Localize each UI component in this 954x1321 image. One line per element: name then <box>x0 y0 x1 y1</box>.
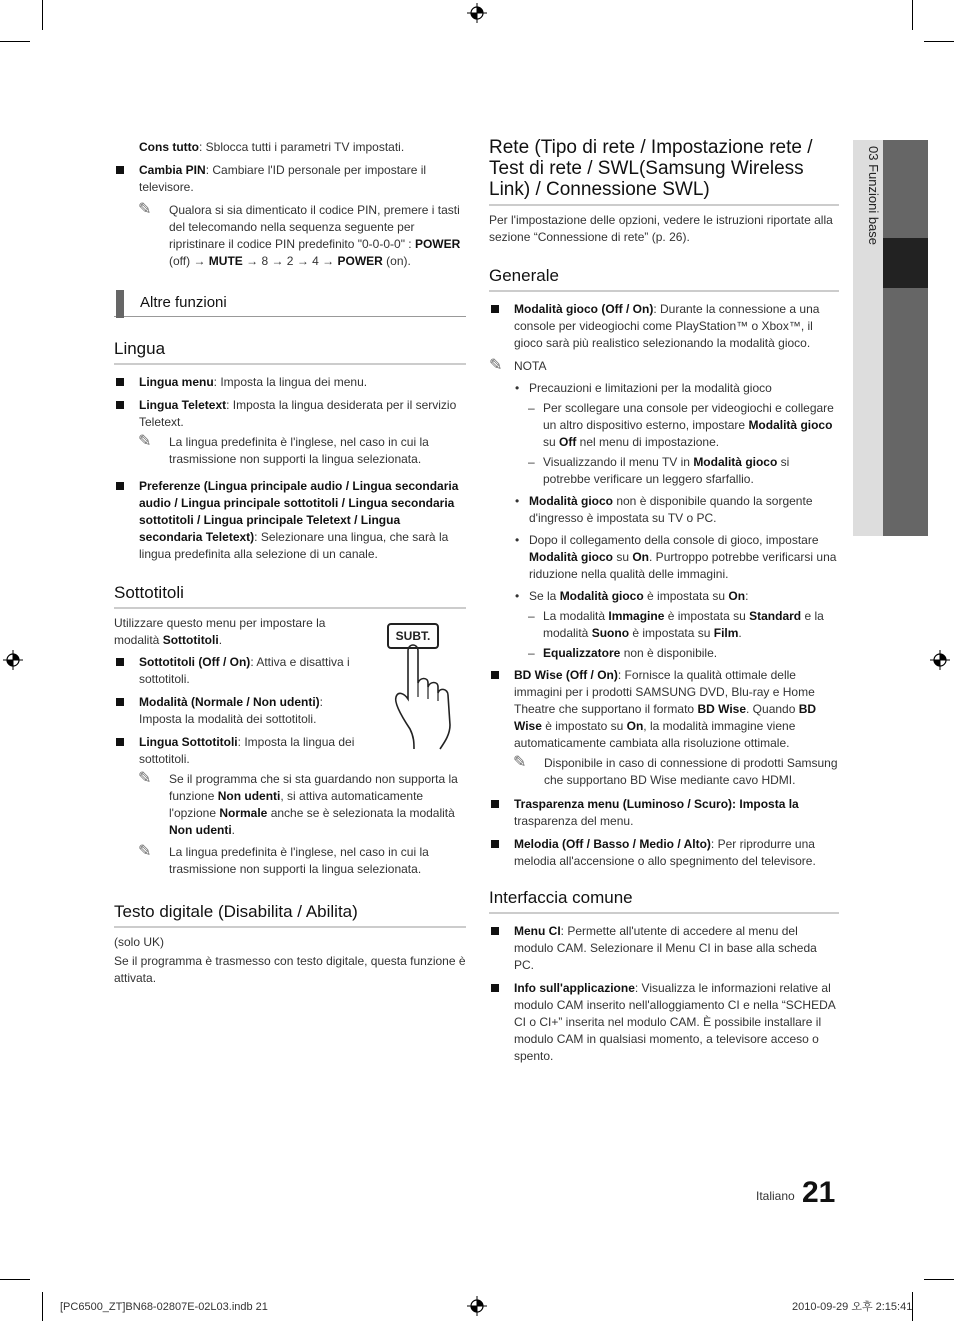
pencil-note-icon: ✎ <box>138 201 152 218</box>
desc: : Permette all'utente di accedere al menu del modulo CAM. Selezionare il Menu CI in base alla scheda PC. <box>514 924 817 972</box>
pencil-note-icon: ✎ <box>489 357 503 374</box>
term: On <box>626 719 644 733</box>
intro-text: . <box>218 633 223 647</box>
point-text: Dopo il collegamento della console di gioco, impostare <box>529 533 819 547</box>
term: Info sull'applicazione <box>514 981 635 995</box>
term: Melodia (Off / Basso / Medio / Alto) <box>514 837 711 851</box>
point-text: si potrebbe verificare un leggero sfarfallio. <box>543 455 790 486</box>
dash-point <box>489 608 839 642</box>
term: Modalità gioco <box>529 550 613 564</box>
section-title-rete: Rete (Tipo di rete / Impostazione rete / Test di rete / SWL(Samsung Wireless Link) / Connessione SWL) <box>489 137 839 206</box>
dash-mark-icon: – <box>528 646 535 660</box>
point-text: : <box>745 589 749 603</box>
note-text: La lingua predefinita è l'inglese, nel caso in cui la trasmissione non supporti la lingua selezionata. <box>169 845 429 876</box>
point-text: non è disponibile quando la sorgente d'ingresso è impostata su TV o PC. <box>529 494 813 525</box>
dash-mark-icon: – <box>528 609 535 623</box>
point-text: nel menu di impostazione. <box>576 435 720 449</box>
pencil-note-icon: ✎ <box>138 433 152 450</box>
point-text: e la modalità <box>543 609 824 640</box>
bd-wise-note <box>489 755 839 789</box>
bullet-point <box>489 493 839 527</box>
crop-mark <box>0 1279 30 1280</box>
term: Off <box>559 435 577 449</box>
teletext-note <box>114 434 466 468</box>
key: MUTE <box>208 254 243 268</box>
note-text: , si attiva automaticamente l'opzione <box>169 789 424 820</box>
section-title-testo-digitale: Testo digitale (Disabilita / Abilita) <box>114 902 466 928</box>
key: POWER <box>414 237 461 251</box>
cambia-pin-item <box>114 162 466 196</box>
point-text: . <box>738 626 742 640</box>
crop-mark <box>924 1279 954 1280</box>
crop-mark <box>912 0 913 30</box>
term: On <box>728 589 746 603</box>
desc: : Sblocca tutti i parametri TV impostati. <box>198 140 405 154</box>
desc: : Imposta la modalità dei sottotitoli. <box>139 695 324 726</box>
term: On <box>632 550 650 564</box>
term: Modalità gioco (Off / On) <box>514 302 654 316</box>
section-title-generale: Generale <box>489 266 839 292</box>
crop-mark <box>924 41 954 42</box>
page-language: Italiano <box>756 1189 795 1203</box>
bullet-point <box>489 532 839 583</box>
term: BD Wise <box>514 702 817 733</box>
desc: , la modalità immagine viene automaticamente cambiata alla risoluzione ottimale. <box>514 719 796 750</box>
point-text: è impostata su <box>643 589 729 603</box>
point-text: su <box>543 435 560 449</box>
note-text: . <box>231 823 235 837</box>
pencil-note-icon: ✎ <box>513 754 527 771</box>
note-text: La lingua predefinita è l'inglese, nel caso in cui la trasmissione non supporti la lingua selezionata. <box>169 435 429 466</box>
menu-ci-item <box>489 923 839 974</box>
left-column <box>114 137 466 987</box>
desc: : Per riprodurre una melodia all'accensione o allo spegnimento del televisore. <box>514 837 816 868</box>
pencil-note-icon: ✎ <box>138 843 152 860</box>
desc: è impostato su <box>541 719 627 733</box>
lingua-teletext-item <box>114 397 466 431</box>
point-text: è impostata su <box>629 626 714 640</box>
term: Modalità gioco <box>559 589 644 603</box>
desc: : Visualizza le informazioni relative al modulo CAM inserito nell'alloggiamento CI e nella “SCHEDA CI o CI+” inserita nel modulo CAM. È possibile installare il modulo CAM in qualsiasi momento, a televisore acceso o spento. <box>514 981 836 1063</box>
point-text: Precauzioni e limitazioni per la modalità gioco <box>529 381 772 395</box>
key: POWER <box>337 254 383 268</box>
point-text: non è disponibile. <box>620 646 718 660</box>
registration-mark-icon <box>467 3 487 23</box>
dash-point <box>489 454 839 488</box>
point-text: su <box>613 550 633 564</box>
subt-remote-illustration <box>384 621 469 751</box>
note-text: → 8 → 2 → 4 → <box>242 254 338 268</box>
desc: . Quando <box>746 702 799 716</box>
modalita-item <box>114 694 355 728</box>
section-header-altre-funzioni: Altre funzioni <box>114 290 466 317</box>
term: Equalizzatore <box>543 646 621 660</box>
pin-reset-note <box>114 202 466 270</box>
chapter-tab-marker <box>883 238 928 288</box>
info-app-item <box>489 980 839 1065</box>
term: Immagine <box>608 609 665 623</box>
lingua-default-note <box>114 844 466 878</box>
subt-button-label: SUBT. <box>387 623 439 649</box>
term: Modalità gioco <box>693 455 778 469</box>
term: Sottotitoli (Off / On) <box>139 655 251 669</box>
point-text: . Purtroppo potrebbe verificarsi una riduzione nella qualità delle immagini. <box>529 550 837 581</box>
cons-tutto-item <box>114 139 466 156</box>
footer-file: [PC6500_ZT]BN68-02807E-02L03.indb 21 <box>60 1301 268 1313</box>
section-title-lingua: Lingua <box>114 339 466 365</box>
term: Cons tutto <box>139 140 199 154</box>
crop-mark <box>0 41 30 42</box>
crop-mark <box>42 0 43 30</box>
chapter-tab-bar <box>883 140 928 536</box>
footer-timestamp: 2010-09-29 오후 2:15:41 <box>792 1301 913 1313</box>
note-text: (on). <box>382 254 411 268</box>
point-text: Per scollegare una console per videogiochi e collegare un altro dispositivo esterno, impostare <box>543 401 834 432</box>
desc: : Selezionare una lingua, che sarà la lingua predefinita alla selezione di un canale. <box>139 530 449 561</box>
solo-uk: (solo UK) <box>114 935 165 949</box>
bullet-dot-icon: • <box>515 494 520 508</box>
pencil-note-icon: ✎ <box>138 770 152 787</box>
point-text: è impostata su <box>664 609 750 623</box>
term: Film <box>713 626 739 640</box>
desc: : Cambiare l'ID personale per impostare il televisore. <box>139 163 427 194</box>
preferenze-item <box>114 478 466 563</box>
note-text: anche se è selezionata la modalità <box>267 806 455 820</box>
term: Sottotitoli <box>162 633 219 647</box>
nota-heading <box>489 358 839 375</box>
term: Lingua Sottotitoli <box>139 735 238 749</box>
term: BD Wise (Off / On) <box>514 668 618 682</box>
desc: : Durante la connessione a una console per videogiochi come PlayStation™ o Xbox™, il gioco sarà più realistico selezionando la modalità gioco. <box>514 302 820 350</box>
term: Standard <box>749 609 802 623</box>
modalita-gioco-item <box>489 301 839 352</box>
section-title-interfaccia-comune: Interfaccia comune <box>489 888 839 914</box>
dash-point <box>489 645 839 662</box>
trasparenza-item <box>489 796 839 830</box>
pointing-hand-icon <box>384 621 469 751</box>
registration-mark-icon <box>467 1296 487 1316</box>
non-udenti-note <box>114 771 466 839</box>
desc: : Imposta la lingua dei menu. <box>213 375 368 389</box>
term: Modalità gioco <box>748 418 833 432</box>
dash-point <box>489 400 839 451</box>
term: Modalità gioco <box>529 494 613 508</box>
melodia-item <box>489 836 839 870</box>
sottotitoli-onoff-item <box>114 654 355 688</box>
term: Suono <box>591 626 630 640</box>
crop-mark <box>42 1292 43 1321</box>
term: Normale <box>219 806 268 820</box>
bullet-dot-icon: • <box>515 533 520 547</box>
term: Trasparenza menu (Luminoso / Scuro): Imposta la <box>514 797 799 811</box>
term: BD Wise <box>697 702 747 716</box>
note-text: Qualora si sia dimenticato il codice PIN, premere i tasti del telecomando nella sequenza seguente per ripristinare il codice PIN predefinito "0-0-0-0" : <box>169 203 460 251</box>
desc: : Attiva e disattiva i sottotitoli. <box>139 655 350 686</box>
lingua-menu-item <box>114 374 466 391</box>
desc: : Imposta la lingua dei sottotitoli. <box>139 735 355 766</box>
bd-wise-item <box>489 667 839 752</box>
term: Preferenze (Lingua principale audio / Lingua secondaria audio / Lingua principale sottotitoli / Lingua secondaria sottotitoli / Lingua principale Teletext / Lingua secondaria Teletext) <box>139 479 459 544</box>
bullet-dot-icon: • <box>515 381 520 395</box>
dash-mark-icon: – <box>528 455 535 469</box>
note-text: Se il programma che si sta guardando non supporta la funzione <box>169 772 458 803</box>
section-title-sottotitoli: Sottotitoli <box>114 583 466 609</box>
term: Modalità (Normale / Non udenti) <box>139 695 320 709</box>
term: Lingua Teletext <box>139 398 227 412</box>
right-column <box>489 137 839 1071</box>
rete-desc: Per l'impostazione delle opzioni, vedere le istruzioni riportate alla sezione “Connessione di rete” (p. 26). <box>489 213 833 244</box>
intro-text: Utilizzare questo menu per impostare la modalità <box>114 616 326 647</box>
desc: trasparenza del menu. <box>514 814 634 828</box>
bullet-point <box>489 588 839 605</box>
desc: : Fornisce la qualità ottimale delle immagini per i prodotti SAMSUNG DVD, Blu-ray e Home Theatre che supportano il formato <box>514 668 815 716</box>
bullet-dot-icon: • <box>515 589 520 603</box>
bullet-point <box>489 380 839 397</box>
dash-mark-icon: – <box>528 401 535 415</box>
page-number: 21 <box>802 1176 836 1209</box>
term: Cambia PIN <box>139 163 206 177</box>
term: Non udenti <box>169 823 232 837</box>
point-text: La modalità <box>543 609 609 623</box>
nota-label: NOTA <box>514 359 547 373</box>
term: Menu CI <box>514 924 561 938</box>
chapter-tab-label: 03 Funzioni base <box>866 146 881 246</box>
term: Non udenti <box>217 789 281 803</box>
point-text: Visualizzando il menu TV in <box>543 455 694 469</box>
sottotitoli-intro <box>114 615 339 649</box>
lingua-sottotitoli-item <box>114 734 355 768</box>
desc: : Imposta la lingua desiderata per il servizio Teletext. <box>139 398 457 429</box>
note-text: (off) → <box>169 254 209 268</box>
point-text: Se la <box>529 589 560 603</box>
term: Lingua menu <box>139 375 214 389</box>
testo-digitale-desc: Se il programma è trasmesso con testo digitale, questa funzione è attivata. <box>114 954 466 985</box>
registration-mark-icon <box>930 650 950 670</box>
note-text: Disponibile in caso di connessione di prodotti Samsung che supportano BD Wise mediante cavo HDMI. <box>544 756 838 787</box>
registration-mark-icon <box>3 650 23 670</box>
